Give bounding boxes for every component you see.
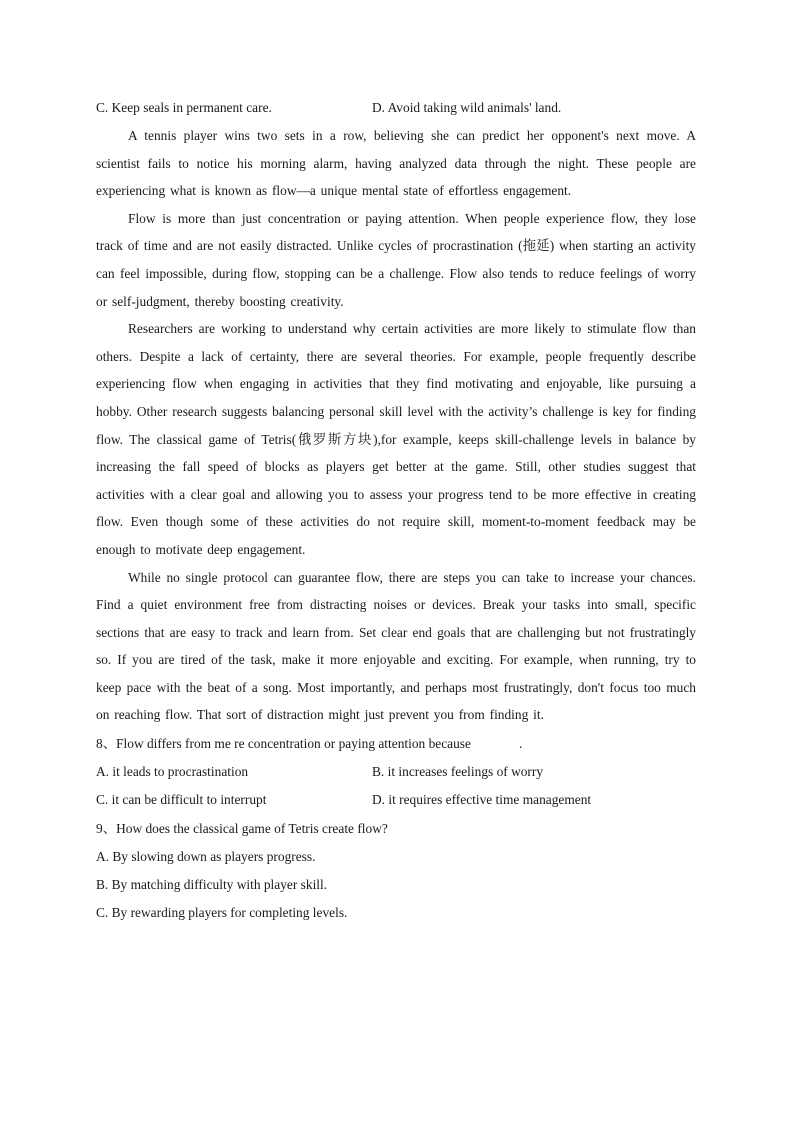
q8-option-d: D. it requires effective time management [372, 792, 592, 808]
prev-question-options [96, 94, 696, 122]
question-8 [96, 729, 696, 758]
passage-paragraph-4: While no single protocol can guarantee flow, there are steps you can take to increase your chances. Find a quiet environment free from distracting noises or devices. Break your tasks into small, specific sections that are easy to track and learn from. Set clear end goals that are challenging but not frustratingly so. If you are tired of the task, make it more enjoyable and exciting. For example, when running, try to keep pace with the beat of a song. Most importantly, and perhaps most frustratingly, don't focus too much on reaching flow. That sort of distraction might just prevent you from finding it. [96, 569, 696, 723]
question-9-stem: 9、How does the classical game of Tetris create flow? [96, 821, 388, 837]
exam-page [96, 94, 696, 927]
q8-option-c: C. it can be difficult to interrupt [96, 792, 267, 808]
question-8-stem: 8、Flow differs from me re concentration or paying attention because [96, 736, 471, 752]
question-8-end: . [518, 736, 523, 752]
passage-paragraph-1: A tennis player wins two sets in a row, believing she can predict her opponent's next move. A scientist fails to notice his morning alarm, having analyzed data through the night. These people are experiencing what is known as flow—a unique mental state of effortless engagement. [96, 128, 696, 199]
passage-paragraph-3: Researchers are working to understand why certain activities are more likely to stimulate flow than others. Despite a lack of certainty, there are several theories. For example, people frequently describe experiencing flow when engaging in activities that they find motivating and enjoyable, like pursuing a hobby. Other research suggests balancing personal skill level with the activity’s challenge is key for finding flow. The classical game of Tetris(俄罗斯方块),for example, keeps skill-challenge levels in balance by increasing the fall speed of blocks as players get better at the game. Still, other studies suggest that activities with a clear goal and allowing you to assess your progress tend to be more effective in creating flow. Even though some of these activities do not require skill, moment-to-moment feedback may be enough to motivate deep engagement. [96, 321, 696, 557]
prev-option-c: C. Keep seals in permanent care. [96, 100, 272, 115]
q9-option-c: C. By rewarding players for completing levels. [96, 905, 348, 921]
passage-paragraph-2: Flow is more than just concentration or paying attention. When people experience flow, they lose track of time and are not easily distracted. Unlike cycles of procrastination (拖延) when starting an activity can feel impossible, during flow, stopping can be a challenge. Flow also tends to reduce feelings of worry or self-judgment, thereby boosting creativity. [96, 210, 696, 309]
question-8-options-ab [96, 758, 696, 786]
q9-option-b: B. By matching difficulty with player skill. [96, 877, 328, 893]
prev-option-d: D. Avoid taking wild animals' land. [372, 100, 562, 115]
q8-option-a: A. it leads to procrastination [96, 764, 249, 780]
q9-option-a: A. By slowing down as players progress. [96, 849, 316, 865]
q8-option-b: B. it increases feelings of worry [372, 764, 544, 780]
question-8-options-cd [96, 786, 696, 814]
